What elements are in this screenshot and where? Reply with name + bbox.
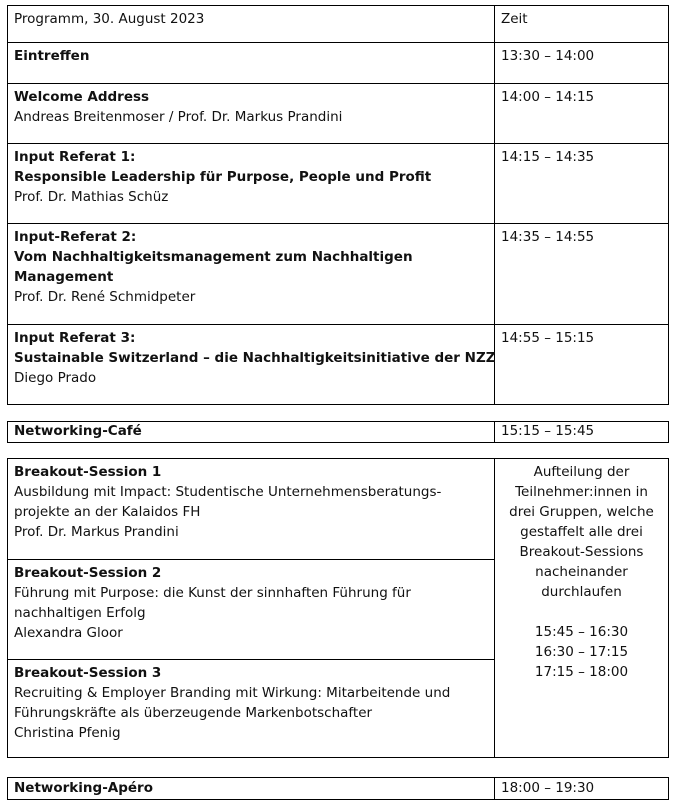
breakout-note — [495, 459, 668, 757]
note-line: durchlaufen — [541, 584, 622, 600]
table-row — [8, 83, 668, 143]
row-time: 13:30 – 14:00 — [501, 48, 595, 64]
row-time: 14:35 – 14:55 — [501, 229, 595, 245]
breakout-sessions — [8, 459, 495, 757]
session-topic: Recruiting & Employer Branding mit Wirkung: Mitarbeitende und — [14, 685, 451, 701]
session-topic: Ausbildung mit Impact: Studentische Unternehmensberatungs- — [14, 484, 442, 500]
row-subtitle: Responsible Leadership für Purpose, People und Profit — [14, 169, 432, 185]
row-subtitle: Sustainable Switzerland – die Nachhaltigkeitsinitiative der NZZ — [14, 350, 496, 366]
row-speaker: Prof. Dr. René Schmidpeter — [14, 289, 196, 305]
table-row — [8, 778, 668, 799]
networking-cafe-time: 15:15 – 15:45 — [501, 423, 595, 439]
row-title: Input Referat 3: — [14, 330, 136, 346]
networking-apero-table — [7, 777, 669, 800]
program-title-cell — [8, 6, 495, 42]
row-speaker: Diego Prado — [14, 370, 97, 386]
row-title: Input-Referat 2: — [14, 229, 137, 245]
note-line: Teilnehmer:innen in — [515, 484, 648, 500]
networking-cafe-label: Networking-Café — [14, 423, 142, 439]
table-row — [8, 223, 668, 324]
networking-apero-label: Networking-Apéro — [14, 780, 153, 796]
program-title: Programm, 30. August 2023 — [14, 11, 205, 27]
session-topic: nachhaltigen Erfolg — [14, 605, 146, 621]
note-line: gestaffelt alle drei — [520, 524, 643, 540]
program-table — [7, 5, 669, 405]
table-row — [8, 42, 668, 83]
session-title: Breakout-Session 2 — [14, 565, 162, 581]
session-topic: Führung mit Purpose: die Kunst der sinnhaften Führung für — [14, 585, 411, 601]
table-row — [8, 143, 668, 223]
breakout-time: 16:30 – 17:15 — [534, 644, 629, 660]
table-row — [8, 324, 668, 404]
row-subtitle: Vom Nachhaltigkeitsmanagement zum Nachhaltigen — [14, 249, 413, 265]
row-time: 14:00 – 14:15 — [501, 89, 595, 105]
session-title: Breakout-Session 3 — [14, 665, 162, 681]
breakout-time: 15:45 – 16:30 — [534, 624, 629, 640]
note-line: Aufteilung der — [533, 464, 630, 480]
row-time: 14:55 – 15:15 — [501, 330, 595, 346]
row-speaker: Andreas Breitenmoser / Prof. Dr. Markus Prandini — [14, 109, 343, 125]
breakout-session-1 — [8, 459, 494, 559]
session-speaker: Prof. Dr. Markus Prandini — [14, 524, 179, 540]
row-speaker: Prof. Dr. Mathias Schüz — [14, 189, 169, 205]
row-time: 14:15 – 14:35 — [501, 149, 595, 165]
session-speaker: Christina Pfenig — [14, 725, 121, 741]
note-line: Breakout-Sessions — [519, 544, 644, 560]
session-title: Breakout-Session 1 — [14, 464, 162, 480]
time-header: Zeit — [501, 11, 528, 27]
note-line: nacheinander — [535, 564, 628, 580]
networking-apero-time: 18:00 – 19:30 — [501, 780, 595, 796]
row-title: Input Referat 1: — [14, 149, 136, 165]
time-header-cell — [495, 6, 668, 42]
table-row — [8, 422, 668, 442]
session-topic: projekte an der Kalaidos FH — [14, 504, 201, 520]
networking-cafe-table — [7, 421, 669, 443]
breakout-time: 17:15 – 18:00 — [534, 664, 629, 680]
row-title: Welcome Address — [14, 89, 150, 105]
row-title: Eintreffen — [14, 48, 90, 64]
breakout-session-3 — [8, 659, 494, 757]
table-header-row — [8, 6, 668, 42]
breakout-session-2 — [8, 559, 494, 659]
note-line: drei Gruppen, welche — [509, 504, 654, 520]
session-topic: Führungskräfte als überzeugende Markenbotschafter — [14, 705, 373, 721]
breakout-table — [7, 458, 669, 758]
row-subtitle: Management — [14, 269, 114, 285]
session-speaker: Alexandra Gloor — [14, 625, 123, 641]
